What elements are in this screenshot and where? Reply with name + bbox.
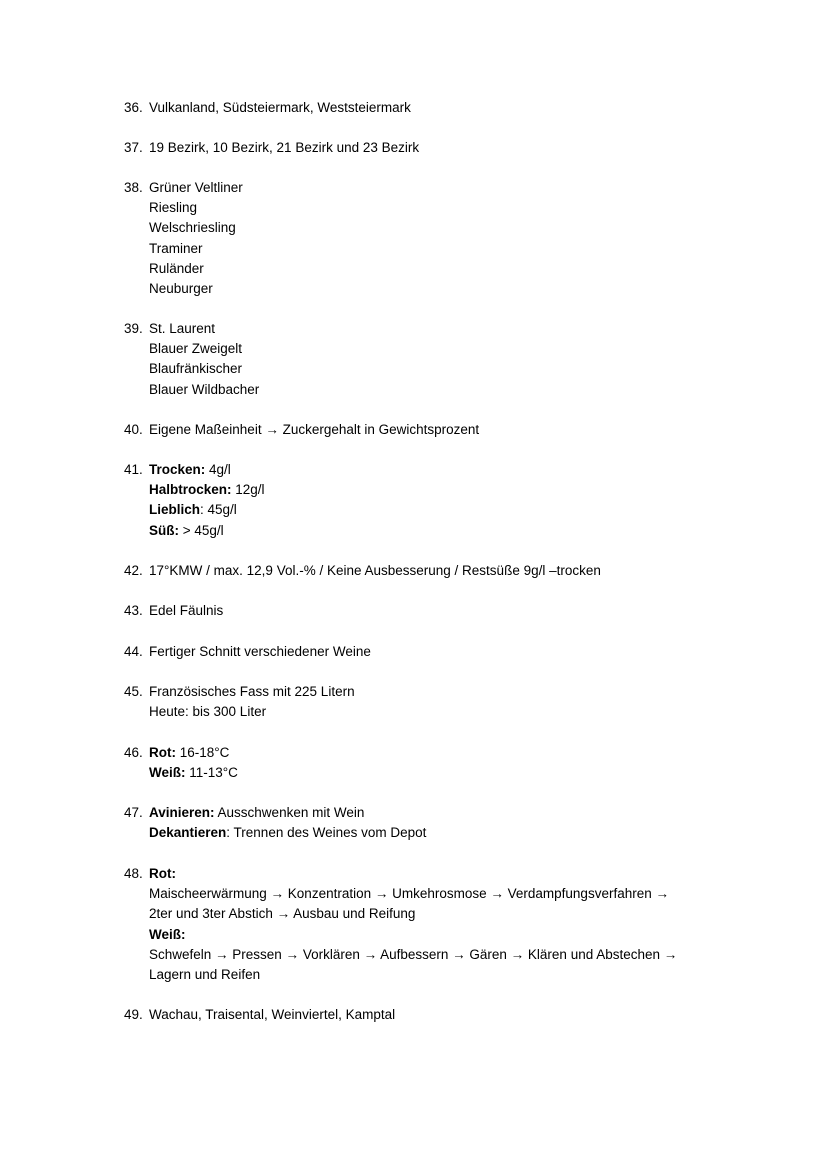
red-wine-process: Maischeerwärmung → Konzentration → Umkehrosmose → Verdampfungsverfahren →: [149, 886, 669, 902]
entry-label: Avinieren:: [149, 805, 215, 820]
definition-entry: [149, 823, 719, 843]
item-body: [149, 460, 719, 541]
entry-value: > 45g/l: [179, 522, 224, 538]
item-body: [149, 561, 719, 581]
entry-label: Rot:: [149, 745, 176, 760]
item-body: [149, 319, 719, 400]
item-body: [149, 864, 719, 985]
sweetness-entry: [149, 460, 719, 480]
entry-value: 16-18°C: [176, 745, 230, 760]
item-body: [149, 98, 719, 118]
entry-label: Dekantieren: [149, 825, 227, 841]
item-text: Fertiger Schnitt verschiedener Weine: [149, 644, 371, 659]
entry-value: 11-13°C: [185, 765, 238, 781]
item-body: [149, 138, 719, 158]
item-number: 46.: [124, 745, 143, 760]
item-number: 47.: [124, 805, 143, 820]
item-number: 41.: [124, 462, 143, 477]
grape-variety: Traminer: [149, 240, 203, 256]
entry-value: Ausschwenken mit Wein: [214, 805, 365, 820]
item-number: 38.: [124, 180, 143, 195]
item-body: [149, 1005, 719, 1025]
item-body: [149, 601, 719, 621]
item-body: [149, 803, 719, 843]
white-wine-label: Weiß:: [149, 926, 186, 942]
grape-variety: Ruländer: [149, 260, 204, 276]
item-text: Französisches Fass mit 225 Litern: [149, 684, 355, 699]
item-text: Heute: bis 300 Liter: [149, 704, 267, 720]
item-number: 42.: [124, 563, 143, 578]
item-number: 37.: [124, 140, 143, 155]
temperature-entry: [149, 763, 719, 783]
entry-label: Halbtrocken:: [149, 482, 232, 498]
item-body: [149, 743, 719, 783]
white-wine-process: Lagern und Reifen: [149, 967, 261, 983]
grape-variety: Welschriesling: [149, 220, 236, 236]
item-number: 45.: [124, 684, 143, 699]
sweetness-entry: [149, 500, 719, 520]
grape-variety: Neuburger: [149, 281, 213, 297]
item-body: [149, 682, 719, 722]
entry-label: Trocken:: [149, 462, 206, 477]
grape-variety: Riesling: [149, 200, 198, 216]
item-body: [149, 420, 719, 440]
item-number: 39.: [124, 321, 143, 336]
item-number: 48.: [124, 866, 143, 881]
item-text: Vulkanland, Südsteiermark, Weststeiermark: [149, 100, 411, 115]
entry-value: 12g/l: [231, 482, 265, 498]
grape-variety: Blauer Zweigelt: [149, 341, 243, 357]
entry-label: Weiß:: [149, 765, 186, 781]
grape-variety: Grüner Veltliner: [149, 180, 243, 195]
grape-variety: Blaufränkischer: [149, 361, 243, 377]
item-text: Wachau, Traisental, Weinviertel, Kamptal: [149, 1007, 396, 1022]
entry-value: : 45g/l: [200, 502, 237, 518]
entry-value: : Trennen des Weines vom Depot: [226, 825, 427, 841]
grape-variety: St. Laurent: [149, 321, 216, 336]
entry-value: 4g/l: [205, 462, 231, 477]
item-number: 43.: [124, 603, 143, 618]
item-number: 36.: [124, 100, 143, 115]
item-text: 19 Bezirk, 10 Bezirk, 21 Bezirk und 23 Bezirk: [149, 140, 420, 155]
red-wine-process: 2ter und 3ter Abstich → Ausbau und Reifung: [149, 906, 416, 922]
red-wine-label: Rot:: [149, 866, 176, 881]
item-number: 49.: [124, 1007, 143, 1022]
entry-label: Süß:: [149, 522, 179, 538]
item-number: 44.: [124, 644, 143, 659]
sweetness-entry: [149, 480, 719, 500]
item-body: [149, 178, 719, 299]
white-wine-process: Schwefeln → Pressen → Vorklären → Aufbessern → Gären → Klären und Abstechen →: [149, 946, 678, 962]
temperature-entry: [149, 743, 719, 763]
item-text: Eigene Maßeinheit → Zuckergehalt in Gewichtsprozent: [149, 422, 480, 437]
item-text: Edel Fäulnis: [149, 603, 224, 618]
sweetness-entry: [149, 521, 719, 541]
definition-entry: [149, 803, 719, 823]
item-body: [149, 642, 719, 662]
entry-label: Lieblich: [149, 502, 201, 518]
grape-variety: Blauer Wildbacher: [149, 381, 260, 397]
item-number: 40.: [124, 422, 143, 437]
item-text: 17°KMW / max. 12,9 Vol.-% / Keine Ausbesserung / Restsüße 9g/l –trocken: [149, 563, 601, 578]
